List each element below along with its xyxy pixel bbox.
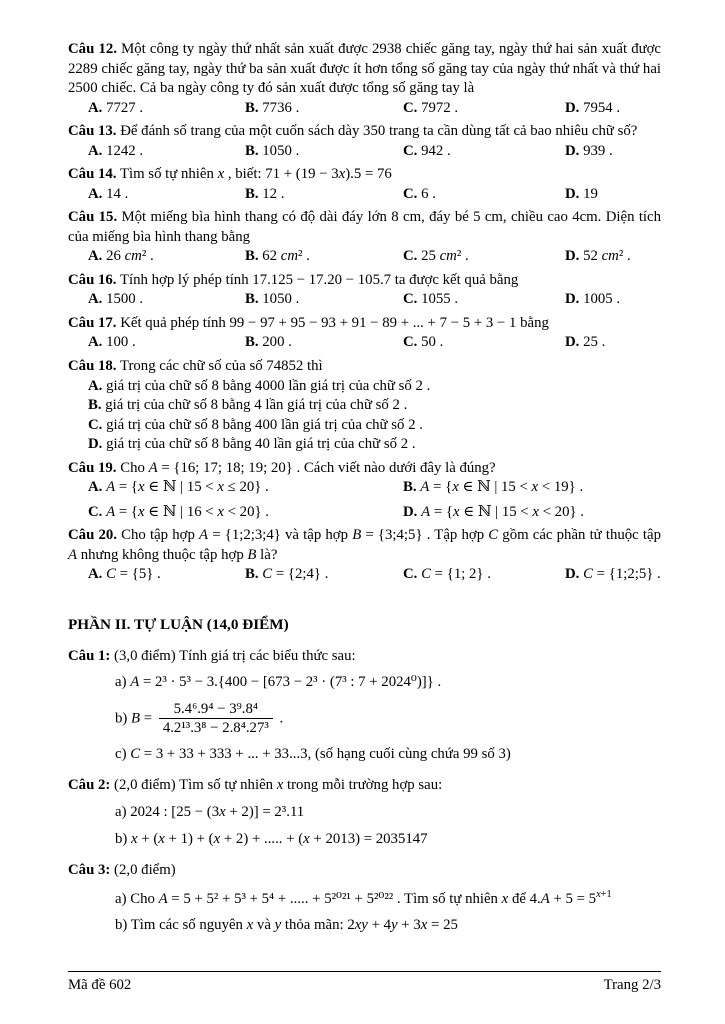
question-13-stem xyxy=(68,122,661,142)
question-16-text: Tính hợp lý phép tính 17.125 − 17.20 − 105.7 ta được kết quả bằng xyxy=(116,271,519,288)
essay-2-text: (2,0 điểm) Tìm số tự nhiên x trong mỗi trường hợp sau: xyxy=(110,777,443,794)
essay-1-stem xyxy=(68,647,661,667)
question-16-option-a: A. 1500 . xyxy=(88,291,144,308)
question-20-option-a: A. C = {5} . xyxy=(88,566,161,583)
essay-2a: a) 2024 : [25 − (3x + 2)] = 2³.11 xyxy=(115,803,305,820)
question-19 xyxy=(68,459,661,523)
question-13-option-d: D. 939 . xyxy=(565,142,613,159)
essay-question-2 xyxy=(68,776,661,849)
page-footer xyxy=(68,971,661,996)
question-14-text: Tìm số tự nhiên x , biết: 71 + (19 − 3x).5 = 76 xyxy=(116,166,392,183)
question-19-options xyxy=(68,478,661,522)
essay-1c: c) C = 3 + 33 + 333 + ... + 33...3, (số hạng cuối cùng chứa 99 số 3) xyxy=(115,745,511,762)
question-13-text: Để đánh số trang của một cuốn sách dày 350 trang ta cần dùng tất cả bao nhiêu chữ số? xyxy=(116,123,638,140)
question-15-option-c: C. 25 cm² . xyxy=(403,248,469,265)
question-15-text: Một miếng bìa hình thang có độ dài đáy lớn 8 cm, đáy bé 5 cm, chiều cao 4cm. Diện tích của miếng bìa hình thang bằng xyxy=(68,209,662,245)
question-16 xyxy=(68,271,661,310)
question-19-option-c: C. A = {x ∈ ℕ | 16 < x < 20} . xyxy=(88,503,269,520)
question-19-option-d: D. A = {x ∈ ℕ | 15 < x < 20} . xyxy=(403,503,584,520)
question-14-stem xyxy=(68,165,661,185)
question-19-option-b: B. A = {x ∈ ℕ | 15 < x < 19} . xyxy=(403,479,584,496)
question-20-option-b: B. C = {2;4} . xyxy=(245,566,329,583)
question-15-option-a: A. 26 cm² . xyxy=(88,248,154,265)
fraction-denominator: 4.2¹³.3⁸ − 2.8⁴.27³ xyxy=(162,720,269,737)
question-13-option-a: A. 1242 . xyxy=(88,142,144,159)
essay-1-text: (3,0 điểm) Tính giá trị các biểu thức sau: xyxy=(110,647,356,664)
question-14-option-a: A. 14 . xyxy=(88,185,129,202)
question-18-options xyxy=(68,377,661,455)
footer-page-number: Trang 2/3 xyxy=(603,977,661,993)
question-16-label: Câu 16. xyxy=(68,271,117,288)
question-15-option-b: B. 62 cm² . xyxy=(245,248,310,265)
question-15-stem xyxy=(68,208,661,247)
question-20-stem xyxy=(68,526,661,565)
question-17-option-b: B. 200 . xyxy=(245,334,292,351)
question-13-label: Câu 13. xyxy=(68,123,117,140)
question-18-label: Câu 18. xyxy=(68,357,117,374)
question-16-option-d: D. 1005 . xyxy=(565,291,621,308)
section-ii-heading: PHẦN II. TỰ LUẬN (14,0 ĐIỂM) xyxy=(68,615,289,633)
question-20-option-d: D. C = {1;2;5} . xyxy=(565,566,661,583)
question-16-option-b: B. 1050 . xyxy=(245,291,300,308)
question-20-label: Câu 20. xyxy=(68,527,117,544)
essay-2b: b) x + (x + 1) + (x + 2) + ..... + (x + 2013) = 2035147 xyxy=(115,830,428,847)
question-17 xyxy=(68,314,661,353)
question-12-label: Câu 12. xyxy=(68,41,117,57)
question-13-option-b: B. 1050 . xyxy=(245,142,300,159)
question-16-options xyxy=(68,290,661,310)
question-14-options xyxy=(68,185,661,205)
essay-3-label: Câu 3: xyxy=(68,862,111,879)
question-16-option-c: C. 1055 . xyxy=(403,291,459,308)
essay-2-stem xyxy=(68,776,661,796)
question-13-option-c: C. 942 . xyxy=(403,142,451,159)
question-17-option-a: A. 100 . xyxy=(88,334,136,351)
essay-question-3 xyxy=(68,861,661,936)
question-12-option-d: D. 7954 . xyxy=(565,99,621,116)
question-17-label: Câu 17. xyxy=(68,314,117,331)
question-18-text: Trong các chữ số của số 74852 thì xyxy=(116,357,323,374)
question-15-options xyxy=(68,247,661,267)
footer-exam-code: Mã đề 602 xyxy=(68,977,132,993)
essay-2-label: Câu 2: xyxy=(68,777,111,794)
essay-1a: a) A = 2³ · 5³ − 3.{400 − [673 − 2³ · (7³ : 7 + 2024⁰)]} . xyxy=(115,674,442,691)
question-15-label: Câu 15. xyxy=(68,209,118,226)
question-14 xyxy=(68,165,661,204)
question-14-option-d: D. 19 xyxy=(565,185,598,202)
essay-1b xyxy=(68,700,661,738)
question-12-option-a: A. 7727 . xyxy=(88,99,144,116)
question-12-options xyxy=(68,99,661,119)
question-18 xyxy=(68,357,661,455)
question-17-option-c: C. 50 . xyxy=(403,334,444,351)
question-12-stem xyxy=(68,40,661,99)
question-17-text: Kết quả phép tính 99 − 97 + 95 − 93 + 91 − 89 + ... + 7 − 5 + 3 − 1 bằng xyxy=(116,314,549,331)
essay-1b-period: . xyxy=(275,710,284,727)
essay-3-stem xyxy=(68,861,661,881)
question-15 xyxy=(68,208,661,267)
question-12-option-c: C. 7972 . xyxy=(403,99,459,116)
question-14-label: Câu 14. xyxy=(68,166,117,183)
question-12 xyxy=(68,40,661,118)
question-18-option-d: D. giá trị của chữ số 8 bằng 40 lần giá trị của chữ số 2 . xyxy=(88,436,416,453)
question-17-options xyxy=(68,333,661,353)
essay-1b-lhs: b) B = xyxy=(115,710,156,727)
question-19-label: Câu 19. xyxy=(68,459,117,476)
question-15-option-d: D. 52 cm² . xyxy=(565,248,631,265)
question-13 xyxy=(68,122,661,161)
essay-3-text: (2,0 điểm) xyxy=(110,862,176,879)
essay-question-1 xyxy=(68,647,661,765)
question-19-option-a: A. A = {x ∈ ℕ | 15 < x ≤ 20} . xyxy=(88,479,269,496)
fraction-numerator: 5.4⁶.9⁴ − 3⁹.8⁴ xyxy=(159,700,273,719)
question-20 xyxy=(68,526,661,585)
question-16-stem xyxy=(68,271,661,291)
question-18-option-a: A. giá trị của chữ số 8 bằng 4000 lần giá trị của chữ số 2 . xyxy=(88,377,431,394)
question-18-option-b: B. giá trị của chữ số 8 bằng 4 lần giá trị của chữ số 2 . xyxy=(88,397,408,414)
question-19-text: Cho A = {16; 17; 18; 19; 20} . Cách viết nào dưới đây là đúng? xyxy=(116,459,496,476)
question-17-stem xyxy=(68,314,661,334)
question-20-text: Cho tập hợp A = {1;2;3;4} và tập hợp B = {3;4;5} . Tập hợp C gồm các phần tử thuộc tập A nhưng không thuộc tập hợp B là? xyxy=(68,527,661,563)
question-20-options xyxy=(68,565,661,585)
essay-3b: b) Tìm các số nguyên x và y thỏa mãn: 2xy + 4y + 3x = 25 xyxy=(115,917,458,934)
question-14-option-b: B. 12 . xyxy=(245,185,285,202)
essay-1-label: Câu 1: xyxy=(68,647,111,664)
question-14-option-c: C. 6 . xyxy=(403,185,436,202)
question-18-stem xyxy=(68,357,661,377)
question-19-stem xyxy=(68,459,661,479)
question-20-option-c: C. C = {1; 2} . xyxy=(403,566,491,583)
question-13-options xyxy=(68,142,661,162)
essay-1b-fraction xyxy=(159,700,273,738)
essay-3a: a) Cho A = 5 + 5² + 5³ + 5⁴ + ..... + 5²⁰²¹ + 5²⁰²² . Tìm số tự nhiên x để $4.A + 5 = 5^{x+1}$ xyxy=(115,888,612,907)
question-18-option-c: C. giá trị của chữ số 8 bằng 400 lần giá trị của chữ số 2 . xyxy=(88,416,423,433)
question-12-option-b: B. 7736 . xyxy=(245,99,300,116)
question-12-text: Một công ty ngày thứ nhất sản xuất được 2938 chiếc găng tay, ngày thứ hai sản xuất được 2289 chiếc găng tay, ngày thứ ba sản xuất được ít hơn tổng số găng tay của ngày thứ nhất và thứ hai 2500 chiếc. Cả ba ngày công ty đó sản xuất được tổng số găng tay là xyxy=(68,41,662,97)
question-17-option-d: D. 25 . xyxy=(565,334,606,351)
